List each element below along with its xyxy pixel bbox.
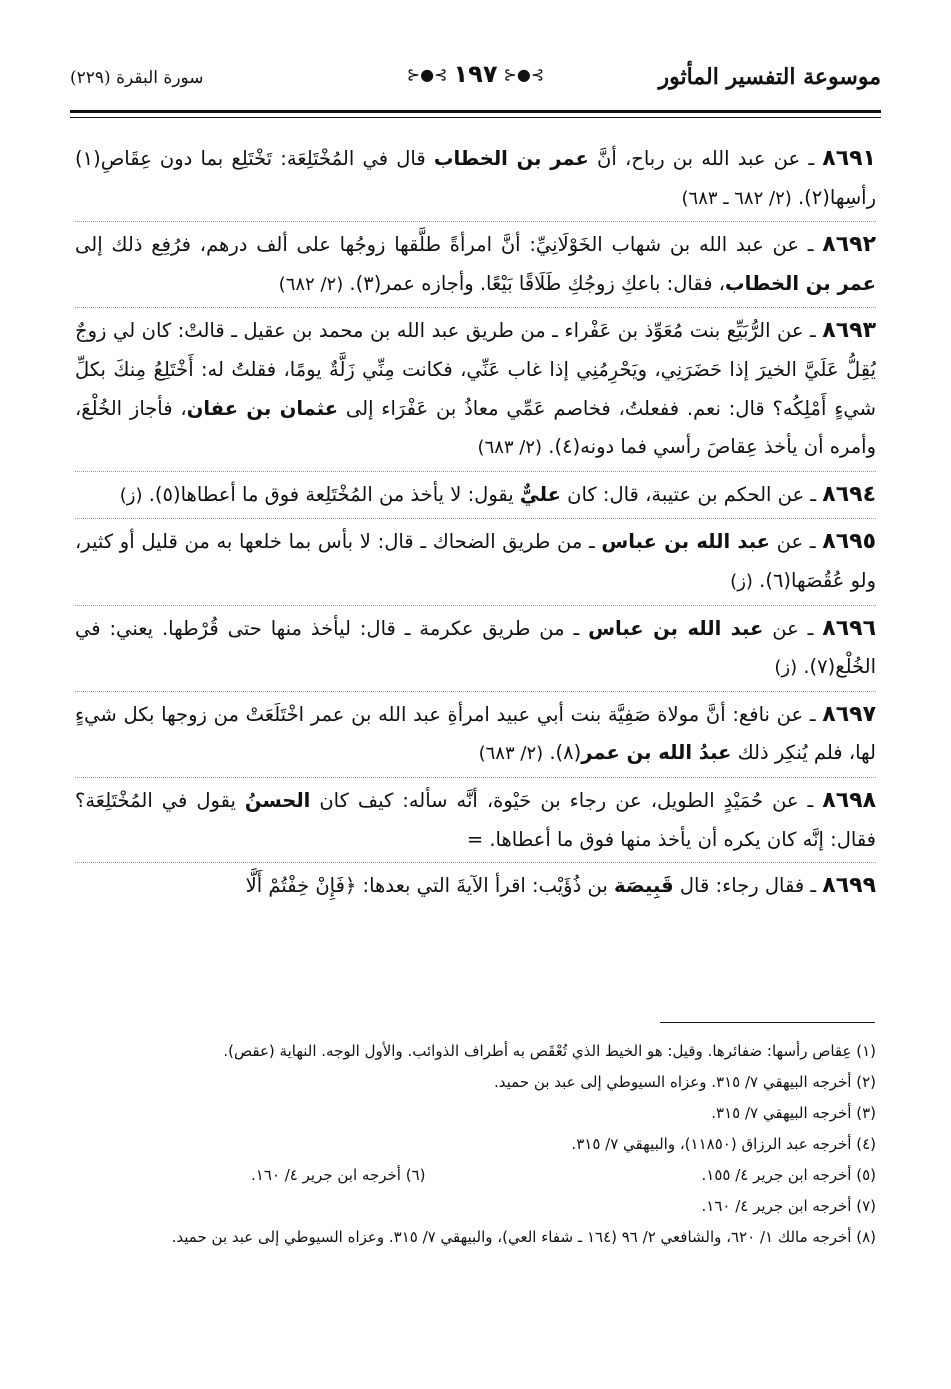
entry-number: ٨٦٩٦ <box>822 615 876 641</box>
entry-text: ـ فقال رجاء: قال <box>673 874 817 898</box>
footnotes <box>75 1036 876 1253</box>
entry-text: ـ عن <box>769 530 816 554</box>
footnote: (٨) أخرجه مالك ١/ ٦٢٠، والشافعي ٢/ ٩٦ (١٦٤ ـ شفاء العي)، والبيهقي ٧/ ٣١٥. وعزاه السيوطي إلى عبد بن حميد. <box>171 1228 876 1246</box>
footnote: (٢) أخرجه البيهقي ٧/ ٣١٥. وعزاه السيوطي إلى عبد بن حميد. <box>494 1073 876 1091</box>
entry-number: ٨٦٩٣ <box>822 318 876 344</box>
entry-text: ـ عن عبد الله بن رباح، أنَّ <box>588 147 815 170</box>
narration-entry <box>75 782 876 863</box>
entry-text: يقول: لا يأخذ من المُخْتَلِعة فوق ما أعطاها(٥). <box>148 482 520 506</box>
footnote: (١) عِقاص رأسها: ضفائرها. وقيل: هو الخيط الذي تُعْقَص به أطراف الذوائب. والأول الوجه. النهاية (عقص). <box>223 1042 876 1060</box>
entry-number: ٨٦٩٨ <box>822 787 876 813</box>
narration-entry <box>75 226 876 308</box>
narrator-name: الحسنُ <box>244 788 311 812</box>
narrator-name: عثمان بن عفان <box>186 396 339 420</box>
entry-text: ـ عن <box>763 616 814 640</box>
narration-entry <box>75 476 876 520</box>
entry-text: بن ذُؤَيْب: اقرأ الآيةَ التي بعدها: ﴿فَإِنْ خِفْتُمْ أَلَّا <box>245 874 614 898</box>
volume-reference: (ز) <box>774 657 798 679</box>
narration-entry <box>75 140 876 222</box>
left-ornament-icon: ⊱●⊰ <box>406 64 448 84</box>
entry-text: ـ عن الرُّبَيِّع بنت مُعَوِّذ بن عَفْراء ـ من طريق عبد الله بن محمد بن عقيل ـ قالتْ: كان لي زوجٌ يُقِلُّ عَلَيَّ الخيرَ إذا حَضَرَنِي، ويَحْرِمُنِي إذا غاب عَنِّي، فكانت مِنِّي زَلَّةٌ يومًا، فقلتُ له: أَخْتَلِعُ مِنكَ بكلِّ شيءٍ أَمْلِكُه؟ قال: نعم. ففعلتُ، فخاصم عَمِّي معاذُ بن عَفْرَاء إلى <box>75 319 877 420</box>
volume-reference: (٢/ ٦٨٣) <box>477 437 543 459</box>
surah-label: سورة البقرة (٢٢٩) <box>70 68 204 88</box>
footnote-pair <box>251 1160 876 1191</box>
narrator-name: عبد الله بن عباس <box>588 616 764 640</box>
footnote: (٣) أخرجه البيهقي ٧/ ٣١٥. <box>711 1104 876 1122</box>
entry-number: ٨٦٩٢ <box>822 232 876 258</box>
footnote-divider <box>660 1022 875 1023</box>
narration-entry <box>75 312 876 471</box>
entry-number: ٨٦٩٥ <box>822 529 876 555</box>
entry-text: ، فقال: باعكِ زوجُكِ طَلَاقًا بَيْعًا. وأجازه عمر(٣). <box>349 271 726 295</box>
narrator-name: عبد الله بن عباس <box>601 530 770 554</box>
footnote: (٥) أخرجه ابن جرير ٤/ ١٥٥. <box>701 1166 876 1184</box>
volume-reference: (٢/ ٦٨٣) <box>478 743 544 765</box>
page-number-group <box>407 60 545 88</box>
entry-text: ، فأجاز الخُلْعَ، وأمره أن يأخذ عِقاصَ رأسي فما دونه(٤). <box>75 396 876 459</box>
entry-number: ٨٦٩٤ <box>822 481 876 507</box>
page-header <box>70 60 881 104</box>
entry-text: قال في المُخْتَلِعَة: تَخْتَلِع بما دون عِقَاصِ(١) رأسِها(٢). <box>75 147 876 209</box>
narrator-name: عليٌّ <box>519 482 561 506</box>
narration-entry <box>75 610 876 692</box>
footnote: (٤) أخرجه عبد الرزاق (١١٨٥٠)، والبيهقي ٧/ ٣١٥. <box>571 1135 876 1153</box>
footnote: (٧) أخرجه ابن جرير ٤/ ١٦٠. <box>701 1197 876 1215</box>
main-text <box>75 140 876 910</box>
entry-text: (٨). <box>549 741 582 765</box>
page-number: ١٩٧ <box>453 60 498 88</box>
right-ornament-icon: ⊱●⊰ <box>503 64 545 84</box>
entry-number: ٨٦٩١ <box>822 146 876 171</box>
volume-reference: (٢/ ٦٨٢) <box>278 273 344 295</box>
narrator-name: عبدُ الله بن عمر <box>581 741 732 765</box>
entry-number: ٨٦٩٧ <box>822 701 877 727</box>
narration-entry <box>75 867 876 906</box>
narration-entry <box>75 523 876 605</box>
volume-reference: (ز) <box>730 570 753 592</box>
entry-text: ـ عن الحكم بن عتيبة، قال: كان <box>560 482 817 506</box>
entry-text: ـ عن نافع: أنَّ مولاة صَفِيَّة بنت أبي عبيد امرأةِ عبد الله بن عمر اخْتَلَعَتْ من زوجها بكل شيءٍ لها، فلم يُنكِر ذلك <box>75 702 876 765</box>
header-rule <box>70 110 881 118</box>
book-title: موسوعة التفسير المأثور <box>658 64 881 90</box>
footnote: (٦) أخرجه ابن جرير ٤/ ١٦٠. <box>251 1166 426 1184</box>
entry-text: يقول في المُخْتَلِعَة؟ فقال: إنَّه كان يكره أن يأخذ منها فوق ما أعطاها. = <box>75 788 876 851</box>
entry-text: ـ من طريق عكرمة ـ قال: ليأخذ منها حتى قُرْطها. يعني: في الخُلْع(٧). <box>75 616 876 679</box>
volume-reference: (ز) <box>119 484 143 506</box>
entry-text: ـ عن عبد الله بن شهاب الخَوْلَانِيِّ: أنَّ امرأةً طلَّقها زوجُها على ألف درهم، فرُفِع ذلك إلى <box>75 233 814 257</box>
entry-text: ـ من طريق الضحاك ـ قال: لا بأس بما خلعها به من قليل أو كثير، ولو عُقُصَها(٦). <box>75 530 876 592</box>
narration-entry <box>75 696 876 778</box>
narrator-name: عمر بن الخطاب <box>725 271 876 295</box>
entry-text: ـ عن حُمَيْدٍ الطويل، عن رجاء بن حَيْوة، أنَّه سأله: كيف كان <box>310 788 814 812</box>
volume-reference: (٢/ ٦٨٢ ـ ٦٨٣) <box>681 187 792 209</box>
narrator-name: عمر بن الخطاب <box>433 147 589 170</box>
entry-number: ٨٦٩٩ <box>822 873 876 899</box>
narrator-name: قَبِيصَة <box>613 874 674 898</box>
